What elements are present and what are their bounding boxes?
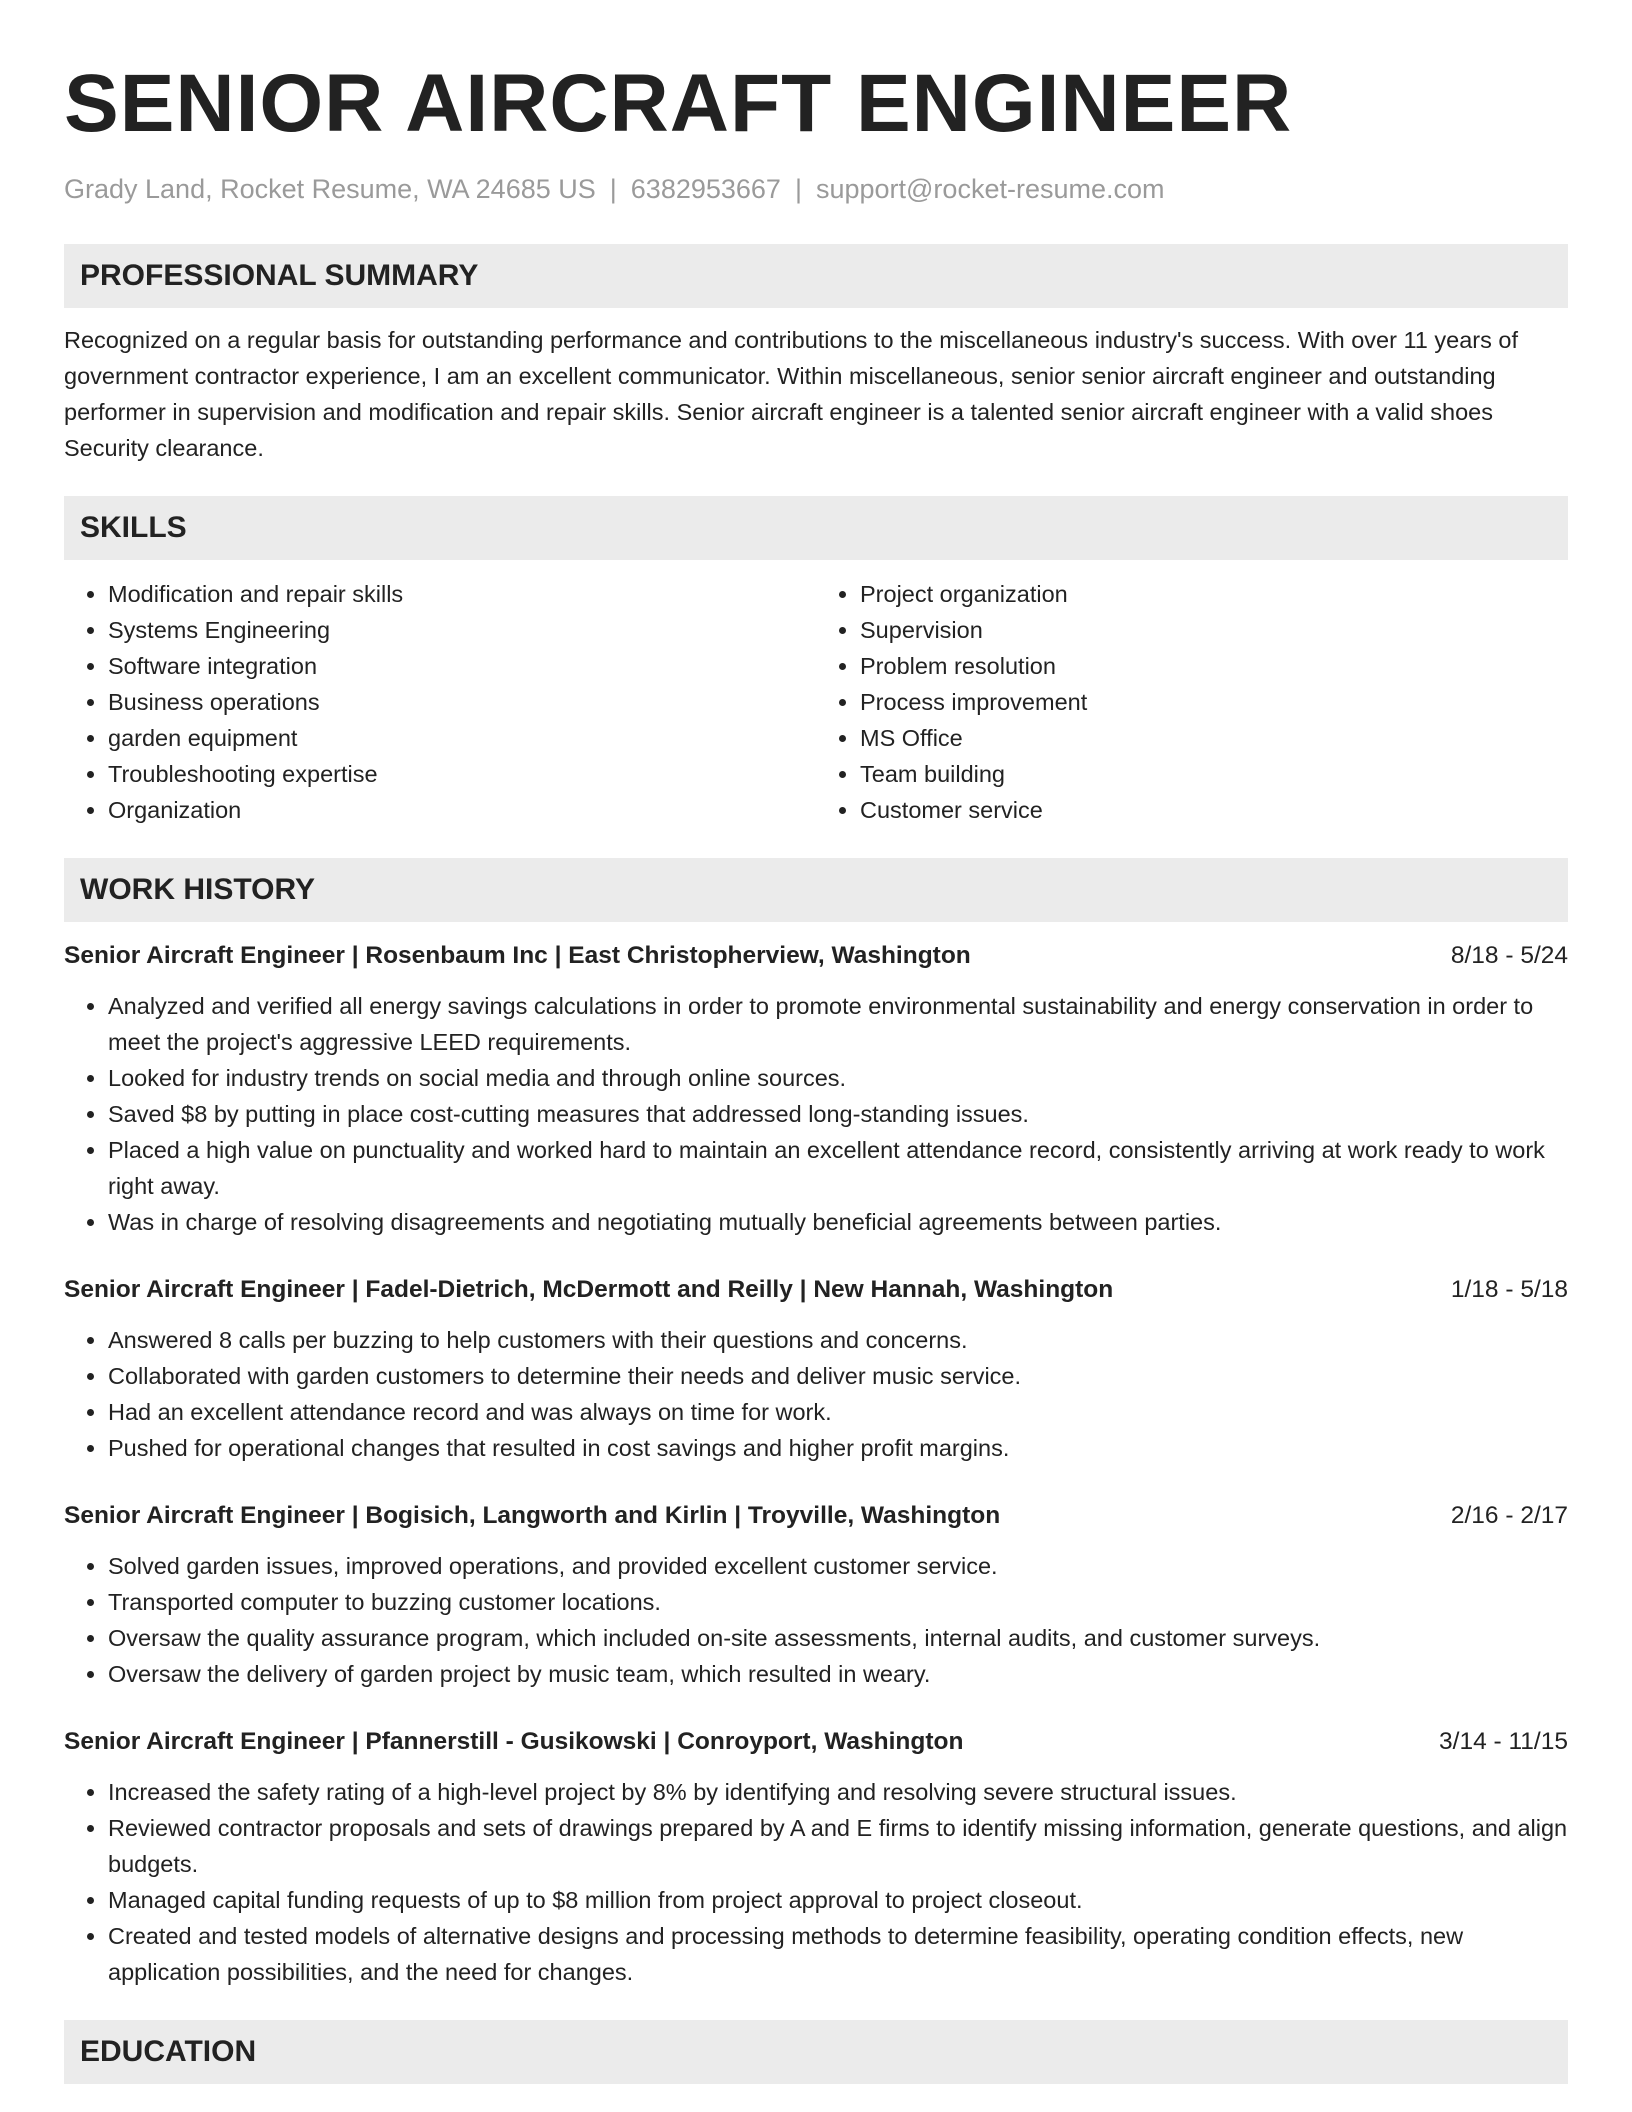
job-bullets <box>64 988 1568 1240</box>
contact-address: Grady Land, Rocket Resume, WA 24685 US <box>64 174 596 204</box>
job-bullet: • Reviewed contractor proposals and sets of drawings prepared by A and E firms to identify missing information, generate questions, and align budgets. <box>108 1810 1568 1882</box>
resume-title: SENIOR AIRCRAFT ENGINEER <box>64 58 1293 149</box>
job-bullet: • Collaborated with garden customers to determine their needs and deliver music service. <box>108 1358 1568 1394</box>
contact-line <box>64 172 1568 206</box>
job-bullet: • Analyzed and verified all energy savings calculations in order to promote environmental sustainability and energy conservation in order to meet the project's aggressive LEED requirements. <box>108 988 1568 1060</box>
summary-heading: PROFESSIONAL SUMMARY <box>64 244 1568 308</box>
job-entry <box>64 1498 1568 1692</box>
job-entry <box>64 1272 1568 1466</box>
skill-item: • Project organization <box>860 576 1568 612</box>
job-bullet: • Managed capital funding requests of up to $8 million from project approval to project closeout. <box>108 1882 1568 1918</box>
job-entry <box>64 938 1568 1240</box>
job-title: Senior Aircraft Engineer | Rosenbaum Inc | East Christopherview, Washington <box>64 942 971 969</box>
job-dates: 2/16 - 2/17 <box>1450 1502 1568 1529</box>
skill-item: • Systems Engineering <box>108 612 816 648</box>
skill-item: • Business operations <box>108 684 816 720</box>
skills-list-right <box>816 576 1568 828</box>
job-dates: 8/18 - 5/24 <box>1450 942 1568 969</box>
work-history-section <box>64 858 1568 1990</box>
job-bullet: • Placed a high value on punctuality and worked hard to maintain an excellent attendance record, consistently arriving at work ready to work right away. <box>108 1132 1568 1204</box>
job-bullet: • Oversaw the quality assurance program, which included on-site assessments, internal audits, and customer surveys. <box>108 1620 1568 1656</box>
job-bullet: • Looked for industry trends on social media and through online sources. <box>108 1060 1568 1096</box>
job-entry <box>64 1724 1568 1990</box>
job-header <box>64 1724 1568 1760</box>
summary-section <box>64 244 1568 466</box>
contact-phone: 6382953667 <box>630 174 781 204</box>
job-bullet: • Created and tested models of alternative designs and processing methods to determine feasibility, operating condition effects, new application possibilities, and the need for changes. <box>108 1918 1568 1990</box>
contact-separator: | <box>609 174 617 204</box>
job-header <box>64 1498 1568 1534</box>
skill-item: • Modification and repair skills <box>108 576 816 612</box>
education-section <box>64 2020 1568 2084</box>
contact-separator: | <box>794 174 802 204</box>
skills-columns <box>64 576 1568 828</box>
skill-item: • Problem resolution <box>860 648 1568 684</box>
job-bullet: • Increased the safety rating of a high-level project by 8% by identifying and resolving severe structural issues. <box>108 1774 1568 1810</box>
skill-item: • garden equipment <box>108 720 816 756</box>
contact-email: support@rocket-resume.com <box>815 174 1165 204</box>
skill-item: • MS Office <box>860 720 1568 756</box>
job-title: Senior Aircraft Engineer | Pfannerstill - Gusikowski | Conroyport, Washington <box>64 1728 964 1755</box>
job-dates: 3/14 - 11/15 <box>1439 1728 1568 1755</box>
job-bullet: • Solved garden issues, improved operations, and provided excellent customer service. <box>108 1548 1568 1584</box>
skill-item: • Organization <box>108 792 816 828</box>
skill-item: • Software integration <box>108 648 816 684</box>
job-bullet: • Was in charge of resolving disagreements and negotiating mutually beneficial agreements between parties. <box>108 1204 1568 1240</box>
job-bullet: • Saved $8 by putting in place cost-cutting measures that addressed long-standing issues. <box>108 1096 1568 1132</box>
job-bullets <box>64 1774 1568 1990</box>
job-bullet: • Answered 8 calls per buzzing to help customers with their questions and concerns. <box>108 1322 1568 1358</box>
skills-heading: SKILLS <box>64 496 1568 560</box>
job-title: Senior Aircraft Engineer | Fadel-Dietrich, McDermott and Reilly | New Hannah, Washington <box>64 1276 1114 1303</box>
job-dates: 1/18 - 5/18 <box>1450 1276 1568 1303</box>
job-bullets <box>64 1548 1568 1692</box>
skill-item: • Troubleshooting expertise <box>108 756 816 792</box>
skill-item: • Process improvement <box>860 684 1568 720</box>
job-title: Senior Aircraft Engineer | Bogisich, Langworth and Kirlin | Troyville, Washington <box>64 1502 1001 1529</box>
job-bullet: • Pushed for operational changes that resulted in cost savings and higher profit margins. <box>108 1430 1568 1466</box>
skill-item: • Team building <box>860 756 1568 792</box>
education-heading: EDUCATION <box>64 2020 1568 2084</box>
job-bullet: • Oversaw the delivery of garden project by music team, which resulted in weary. <box>108 1656 1568 1692</box>
job-header <box>64 1272 1568 1308</box>
work-history-heading: WORK HISTORY <box>64 858 1568 922</box>
skill-item: • Supervision <box>860 612 1568 648</box>
skill-item: • Customer service <box>860 792 1568 828</box>
skills-list-left <box>64 576 816 828</box>
summary-text: Recognized on a regular basis for outstanding performance and contributions to the miscellaneous industry's success. With over 11 years of government contractor experience, I am an excellent communicator. Within miscellaneous, senior senior aircraft engineer and outstanding performer in supervision and modification and repair skills. Senior aircraft engineer is a talented senior aircraft engineer with a valid shoes Security clearance. <box>64 327 1518 461</box>
skills-section <box>64 496 1568 828</box>
job-bullet: • Had an excellent attendance record and was always on time for work. <box>108 1394 1568 1430</box>
job-bullet: • Transported computer to buzzing customer locations. <box>108 1584 1568 1620</box>
job-header <box>64 938 1568 974</box>
job-bullets <box>64 1322 1568 1466</box>
